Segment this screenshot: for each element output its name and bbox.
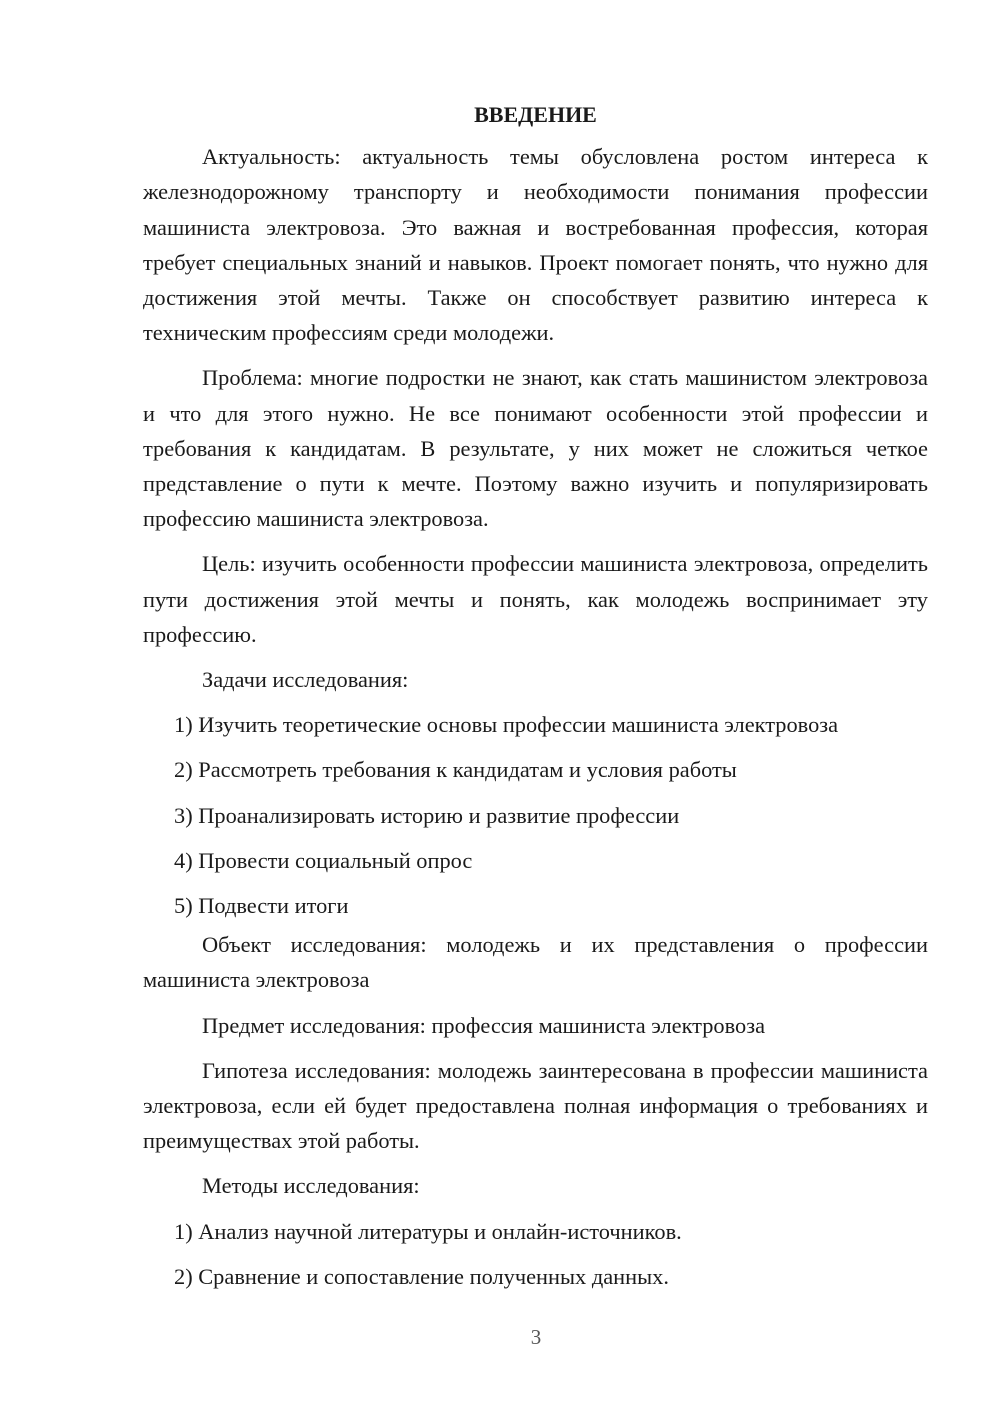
task-item: 2) Рассмотреть требования к кандидатам и условия работы [174,757,737,783]
method-item: 2) Сравнение и сопоставление полученных данных. [174,1263,669,1289]
page-content [143,97,928,1304]
task-item: 3) Проанализировать историю и развитие профессии [174,802,680,828]
relevance-paragraph: Актуальность: актуальность темы обусловлена ростом интереса к железнодорожному транспорту и необходимости понимания профессии машиниста электровоза. Это важная и востребованная профессия, которая требует специальных знаний и навыков. Проект помогает понять, что нужно для достижения этой мечты. Также он способствует развитию интереса к техническим профессиям среди молодежи. [143,144,928,346]
page-number: 3 [530,1325,542,1349]
tasks-label: Задачи исследования: [202,667,409,693]
section-title: ВВЕДЕНИЕ [474,102,597,127]
subject-paragraph: Предмет исследования: профессия машиниста электровоза [202,1012,766,1038]
method-item: 1) Анализ научной литературы и онлайн-источников. [174,1218,682,1244]
task-item: 1) Изучить теоретические основы профессии машиниста электровоза [174,712,839,738]
task-item: 4) Провести социальный опрос [174,847,473,873]
methods-label: Методы исследования: [202,1173,420,1199]
goal-paragraph: Цель: изучить особенности профессии машиниста электровоза, определить пути достижения этой мечты и понять, как молодежь воспринимает эту профессию. [143,551,928,647]
object-paragraph: Объект исследования: молодежь и их представления о профессии машиниста электровоза [143,932,928,993]
task-item: 5) Подвести итоги [174,893,349,919]
problem-paragraph: Проблема: многие подростки не знают, как стать машинистом электровоза и что для этого нужно. Не все понимают особенности этой профессии и требования к кандидатам. В результате, у них может не сложиться четкое представление о пути к мечте. Поэтому важно изучить и популяризировать профессию машиниста электровоза. [143,365,928,532]
hypothesis-paragraph: Гипотеза исследования: молодежь заинтересована в профессии машиниста электровоза, если ей будет предоставлена полная информация о требованиях и преимуществах этой работы. [143,1057,928,1154]
